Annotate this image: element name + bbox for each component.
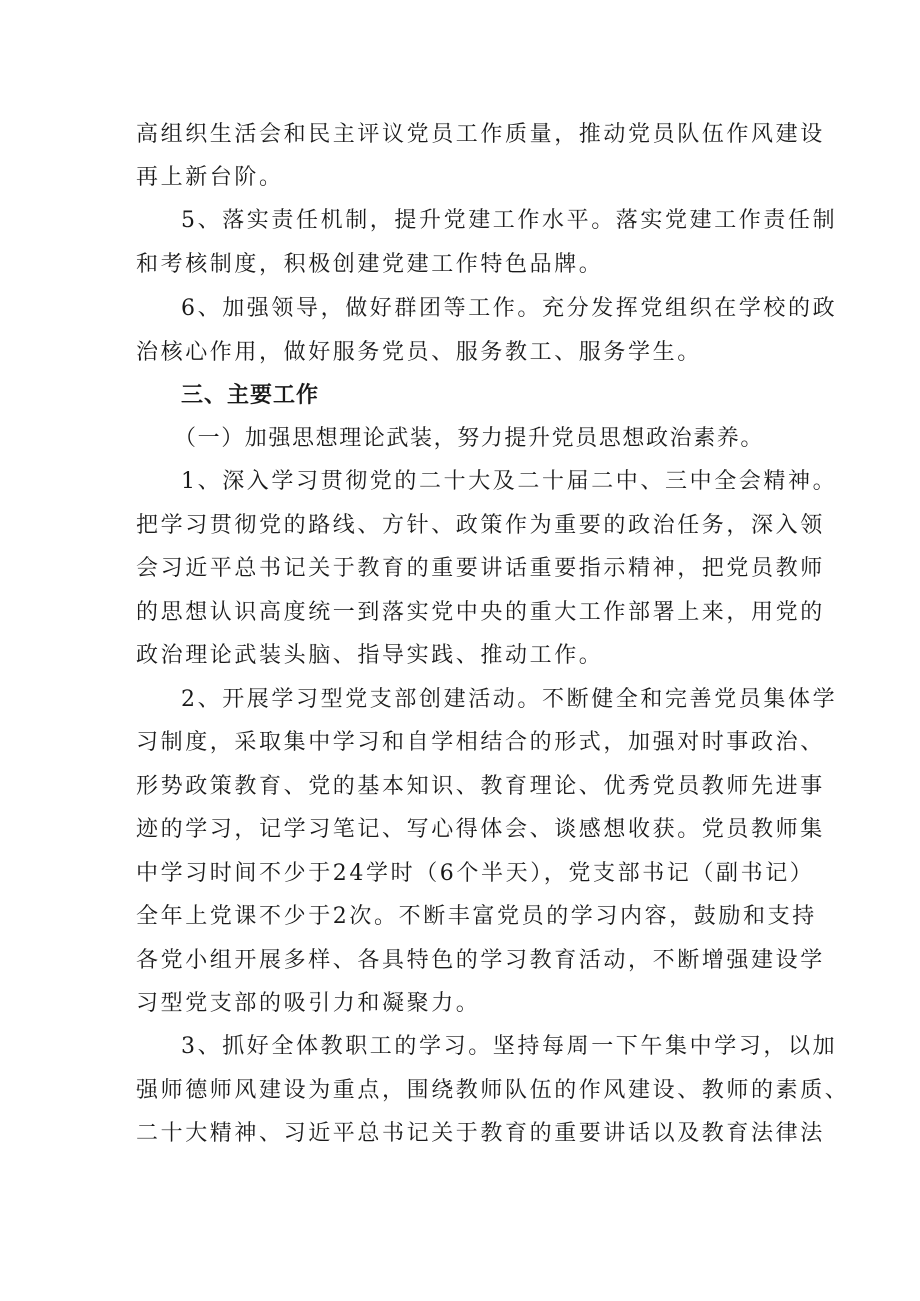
section-heading: 三、主要工作	[181, 383, 320, 408]
paragraph-start: 6、加强领导，做好群团等工作。充分发挥党组织在学校的政	[181, 296, 838, 321]
text-line: 再上新台阶。	[136, 165, 284, 190]
text-line: 治核心作用，做好服务党员、服务教工、服务学生。	[136, 340, 702, 365]
text-line: 强师德师风建设为重点，围绕教师队伍的作风建设、教师的素质、	[136, 1078, 850, 1103]
text-line: 习制度，采取集中学习和自学相结合的形式，加强对时事政治、	[136, 730, 825, 755]
text-line: 各党小组开展多样、各具特色的学习教育活动，不断增强建设学	[136, 948, 825, 973]
paragraph-start: 3、抓好全体教职工的学习。坚持每周一下午集中学习，以加	[181, 1034, 838, 1059]
text-line: 中学习时间不少于24学时（6个半天），党支部书记（副书记）	[136, 861, 815, 886]
paragraph-start: 2、开展学习型党支部创建活动。不断健全和完善党员集体学	[181, 687, 838, 712]
text-line: 政治理论武装头脑、指导实践、推动工作。	[136, 643, 604, 668]
text-line: 会习近平总书记关于教育的重要讲话重要指示精神，把党员教师	[136, 556, 825, 581]
paragraph-start: 1、深入学习贯彻党的二十大及二十届二中、三中全会精神。	[181, 469, 838, 494]
text-line: 全年上党课不少于2次。不断丰富党员的学习内容，鼓励和支持	[136, 904, 817, 929]
text-line: 二十大精神、习近平总书记关于教育的重要讲话以及教育法律法	[136, 1121, 825, 1146]
subsection-heading: （一）加强思想理论武装，努力提升党员思想政治素养。	[174, 426, 765, 451]
text-line: 习型党支部的吸引力和凝聚力。	[136, 991, 481, 1016]
text-line: 形势政策教育、党的基本知识、教育理论、优秀党员教师先进事	[136, 774, 825, 799]
text-line: 的思想认识高度统一到落实党中央的重大工作部署上来，用党的	[136, 600, 825, 625]
text-line: 和考核制度，积极创建党建工作特色品牌。	[136, 252, 604, 277]
text-line: 把学习贯彻党的路线、方针、政策作为重要的政治任务，深入领	[136, 513, 825, 538]
paragraph-start: 5、落实责任机制，提升党建工作水平。落实党建工作责任制	[181, 208, 838, 233]
text-line: 高组织生活会和民主评议党员工作质量，推动党员队伍作风建设	[136, 122, 825, 147]
text-line: 迹的学习，记学习笔记、写心得体会、谈感想收获。党员教师集	[136, 817, 825, 842]
